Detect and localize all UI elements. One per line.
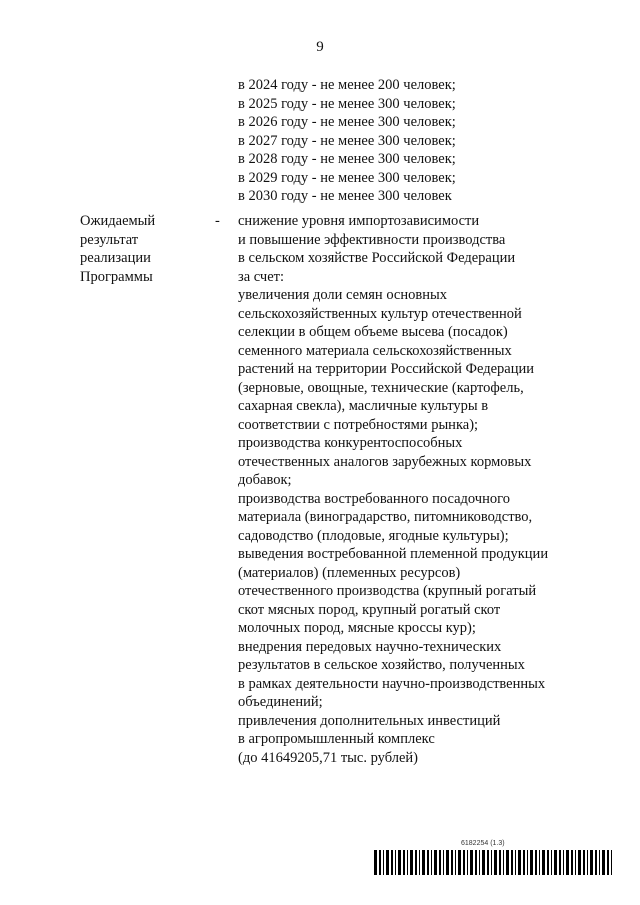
section-text-line: (зерновые, овощные, технические (картофель, (238, 379, 524, 396)
section-label-line: Программы (80, 268, 153, 285)
section-text-line: в агропромышленный комплекс (238, 731, 435, 747)
section-dash: - (215, 213, 220, 229)
section-label-line: результат (80, 231, 139, 248)
section-text-line: сахарная свекла), масличные культуры в (238, 398, 489, 414)
section-text-line: отечественного производства (крупный рогатый (238, 583, 537, 599)
section-text-line: материала (виноградарство, питомниководство, (238, 509, 533, 525)
year-list-item: в 2027 году - не менее 300 человек; (238, 132, 456, 149)
section-label (80, 212, 200, 286)
year-list (238, 76, 456, 206)
section-text-line: селекции в общем объеме высева (посадок) (238, 324, 508, 340)
section-text-line: в рамках деятельности научно-производственных (238, 675, 546, 692)
year-list-item: в 2030 году - не менее 300 человек (238, 188, 452, 204)
section-text-line: молочных пород, мясные кроссы кур); (238, 620, 476, 636)
section-text-line: в сельском хозяйстве Российской Федерации (238, 250, 516, 266)
year-list-item: в 2026 году - не менее 300 человек; (238, 114, 456, 130)
section-text-line: привлечения дополнительных инвестиций (238, 712, 501, 729)
section-text-line: сельскохозяйственных культур отечественной (238, 305, 522, 322)
section-text-line: скот мясных пород, крупный рогатый скот (238, 601, 501, 618)
section-text-line: объединений; (238, 694, 323, 710)
section-text (238, 212, 578, 767)
section-text-line: растений на территории Российской Федерации (238, 361, 535, 377)
year-list-item: в 2029 году - не менее 300 человек; (238, 169, 456, 186)
section-text-line: производства конкурентоспособных (238, 435, 463, 451)
section-text-line: (материалов) (племенных ресурсов) (238, 564, 461, 581)
section-text-line: семенного материала сельскохозяйственных (238, 342, 512, 359)
year-list-item: в 2025 году - не менее 300 человек; (238, 95, 456, 112)
barcode-icon (374, 850, 616, 875)
section-text-line: добавок; (238, 472, 292, 488)
section-label-line: Ожидаемый (80, 213, 156, 229)
section-text-line: садоводство (плодовые, ягодные культуры); (238, 527, 509, 544)
section-text-line: результатов в сельское хозяйство, полученных (238, 657, 525, 673)
section-label-line: реализации (80, 250, 151, 266)
section-text-line: соответствии с потребностями рынка); (238, 416, 479, 433)
section-text-line: выведения востребованной племенной продукции (238, 546, 549, 562)
year-list-item: в 2024 году - не менее 200 человек; (238, 77, 456, 93)
year-list-item: в 2028 году - не менее 300 человек; (238, 151, 456, 167)
section-text-line: внедрения передовых научно-технических (238, 638, 502, 655)
section-text-line: отечественных аналогов зарубежных кормовых (238, 453, 532, 470)
section-text-line: снижение уровня импортозависимости (238, 213, 480, 229)
section-text-line: увеличения доли семян основных (238, 287, 447, 303)
section-text-line: за счет: (238, 268, 285, 285)
section-text-line: (до 41649205,71 тыс. рублей) (238, 749, 418, 766)
document-code: 6182254 (1.3) (461, 840, 505, 847)
page-number: 9 (316, 39, 324, 55)
section-text-line: производства востребованного посадочного (238, 490, 510, 507)
section-text-line: и повышение эффективности производства (238, 231, 506, 248)
